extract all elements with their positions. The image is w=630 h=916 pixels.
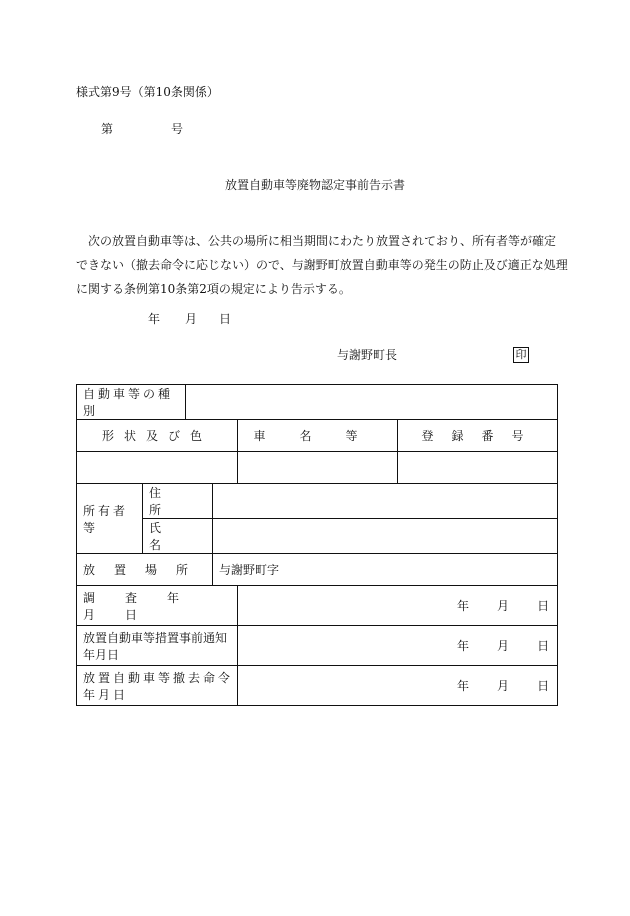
shape-color-header: 形状及び色 <box>77 420 238 452</box>
removal-order-date-label: 放置自動車等撤去命令年月日 <box>77 666 238 706</box>
body-line: できない（撤去命令に応じない）ので、与謝野町放置自動車等の発生の防止及び適正な処理 <box>76 258 568 272</box>
date-year: 年 <box>148 312 161 326</box>
place-label: 放置場所 <box>77 554 213 586</box>
vehicle-name-header: 車名等 <box>238 420 398 452</box>
registration-number-header: 登録番号 <box>398 420 558 452</box>
date-month: 月 <box>185 312 198 326</box>
vehicle-name-value[interactable] <box>238 452 398 484</box>
owner-address-value[interactable] <box>213 484 558 519</box>
survey-date-value[interactable]: 年 月 日 <box>238 586 558 626</box>
survey-date-label: 調査年月日 <box>77 586 238 626</box>
vehicle-type-label: 自動車等の種別 <box>77 385 186 420</box>
prior-notice-date-label: 放置自動車等措置事前通知年月日 <box>77 626 238 666</box>
vehicle-type-value[interactable] <box>186 385 558 420</box>
body-line: に関する条例第10条第2項の規定により告示する。 <box>76 282 351 296</box>
removal-order-date-value[interactable]: 年 月 日 <box>238 666 558 706</box>
place-value[interactable]: 与謝野町字 <box>213 554 558 586</box>
registration-number-value[interactable] <box>398 452 558 484</box>
owner-label: 所有者等 <box>77 484 143 554</box>
document-number-prefix: 第 <box>101 122 114 136</box>
document-title: 放置自動車等廃物認定事前告示書 <box>225 178 406 192</box>
owner-name-label: 氏名 <box>143 519 213 554</box>
vehicle-form-table <box>76 384 558 706</box>
shape-color-value[interactable] <box>77 452 238 484</box>
body-line: 次の放置自動車等は、公共の場所に相当期間にわたり放置されており、所有者等が確定 <box>76 234 557 248</box>
prior-notice-date-value[interactable]: 年 月 日 <box>238 626 558 666</box>
document-number-suffix: 号 <box>171 122 184 136</box>
owner-address-label: 住所 <box>143 484 213 519</box>
form-number: 様式第9号（第10条関係） <box>76 85 219 99</box>
owner-name-value[interactable] <box>213 519 558 554</box>
issuer-name: 与謝野町長 <box>337 348 398 362</box>
notice-body <box>76 229 568 301</box>
date-day: 日 <box>219 312 232 326</box>
seal-mark: 印 <box>513 347 529 363</box>
